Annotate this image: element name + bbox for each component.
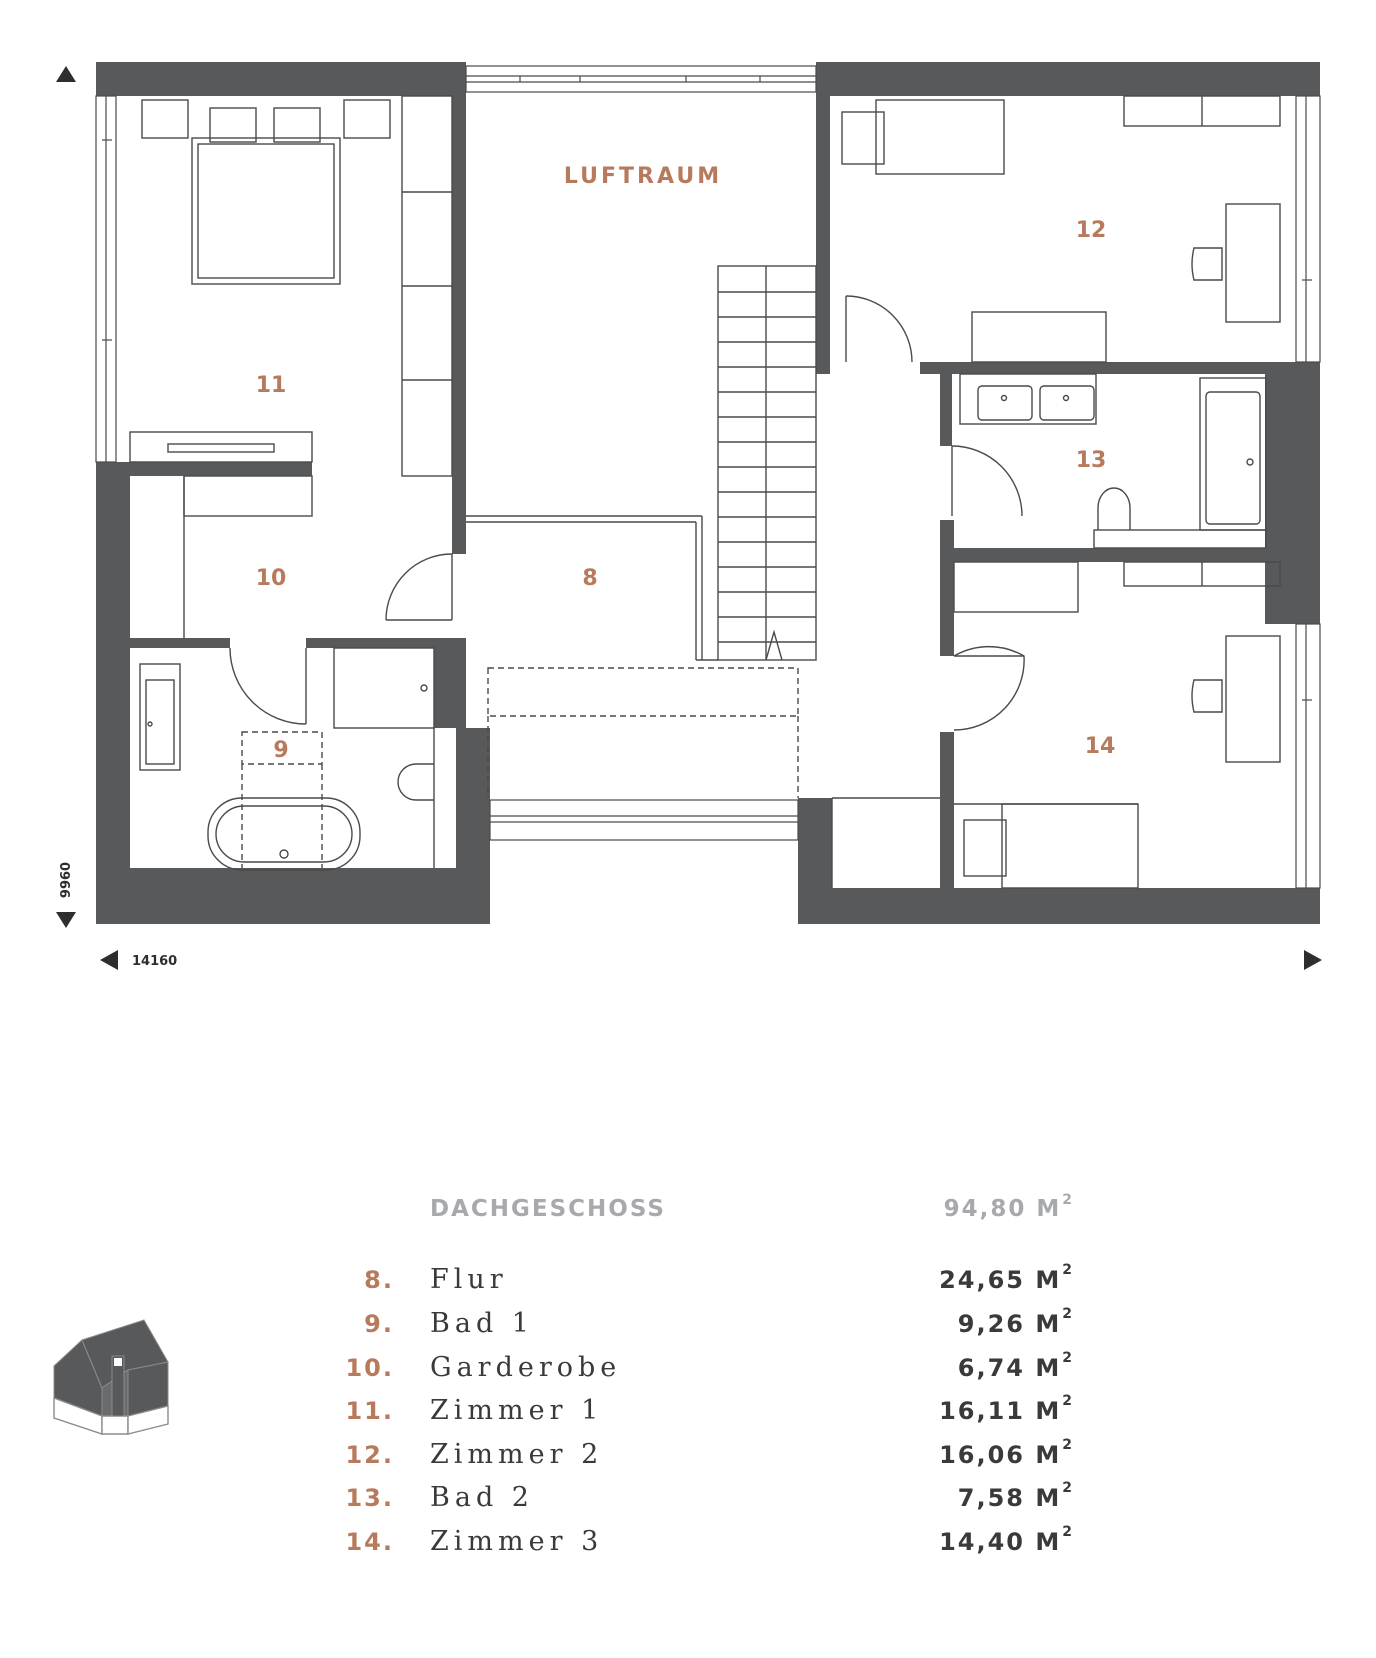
room-label-10: 10 [255, 566, 287, 591]
legend-row [0, 1393, 1376, 1433]
legend-row [0, 1480, 1376, 1520]
legend-room-name: Flur [430, 1264, 508, 1295]
room-label-11: 11 [255, 373, 287, 398]
legend-row [0, 1306, 1376, 1346]
room-label-8: 8 [582, 566, 598, 591]
legend-room-area: 16,11 $M^2$ [939, 1393, 1074, 1425]
legend-room-area: 14,40 $M^2$ [939, 1524, 1074, 1556]
legend-room-number: 12. [345, 1441, 394, 1469]
interior [130, 96, 1280, 888]
room-label-9: 9 [273, 738, 289, 763]
legend-row [0, 1262, 1376, 1302]
legend-row [0, 1350, 1376, 1390]
legend-room-number: 14. [345, 1528, 394, 1556]
arrow-left-icon [100, 950, 118, 970]
walls [96, 62, 1320, 924]
room-label-12: 12 [1075, 218, 1107, 243]
legend-room-area: 6,74 $M^2$ [957, 1350, 1074, 1382]
stair-direction-arrow [766, 632, 782, 660]
legend-room-area: 24,65 $M^2$ [939, 1262, 1074, 1294]
legend-room-name: Zimmer 2 [430, 1439, 604, 1470]
arrow-right-icon [1304, 950, 1322, 970]
legend-room-number: 13. [345, 1484, 394, 1512]
legend-room-name: Zimmer 3 [430, 1526, 604, 1557]
room-label-13: 13 [1075, 448, 1107, 473]
legend-room-name: Garderobe [430, 1352, 622, 1383]
legend-room-name: Zimmer 1 [430, 1395, 604, 1426]
legend-row [0, 1437, 1376, 1477]
legend-room-area: 16,06 $M^2$ [939, 1437, 1074, 1469]
legend-room-number: 8. [364, 1266, 394, 1294]
dimensions [56, 66, 1322, 970]
room-labels [256, 164, 1116, 763]
luftraum-label: LUFTRAUM [563, 164, 723, 189]
legend-room-area: 9,26 $M^2$ [957, 1306, 1074, 1338]
legend-room-number: 11. [345, 1397, 394, 1425]
room-label-14: 14 [1084, 734, 1116, 759]
legend-room-number: 10. [345, 1354, 394, 1382]
arrow-down-icon [56, 912, 76, 928]
legend-row [0, 1524, 1376, 1564]
house-icon [52, 1316, 172, 1436]
dimension-depth: 9960 [59, 861, 74, 899]
legend-total-area: 94,80 $M^2$ [943, 1192, 1074, 1222]
legend-room-number: 9. [364, 1310, 394, 1338]
legend-room-name: Bad 1 [430, 1308, 534, 1339]
legend-room-name: Bad 2 [430, 1482, 534, 1513]
legend-room-area: 7,58 $M^2$ [957, 1480, 1074, 1512]
legend-title: DACHGESCHOSS [430, 1196, 666, 1222]
dimension-width: 14160 [132, 954, 178, 969]
arrow-up-icon [56, 66, 76, 82]
